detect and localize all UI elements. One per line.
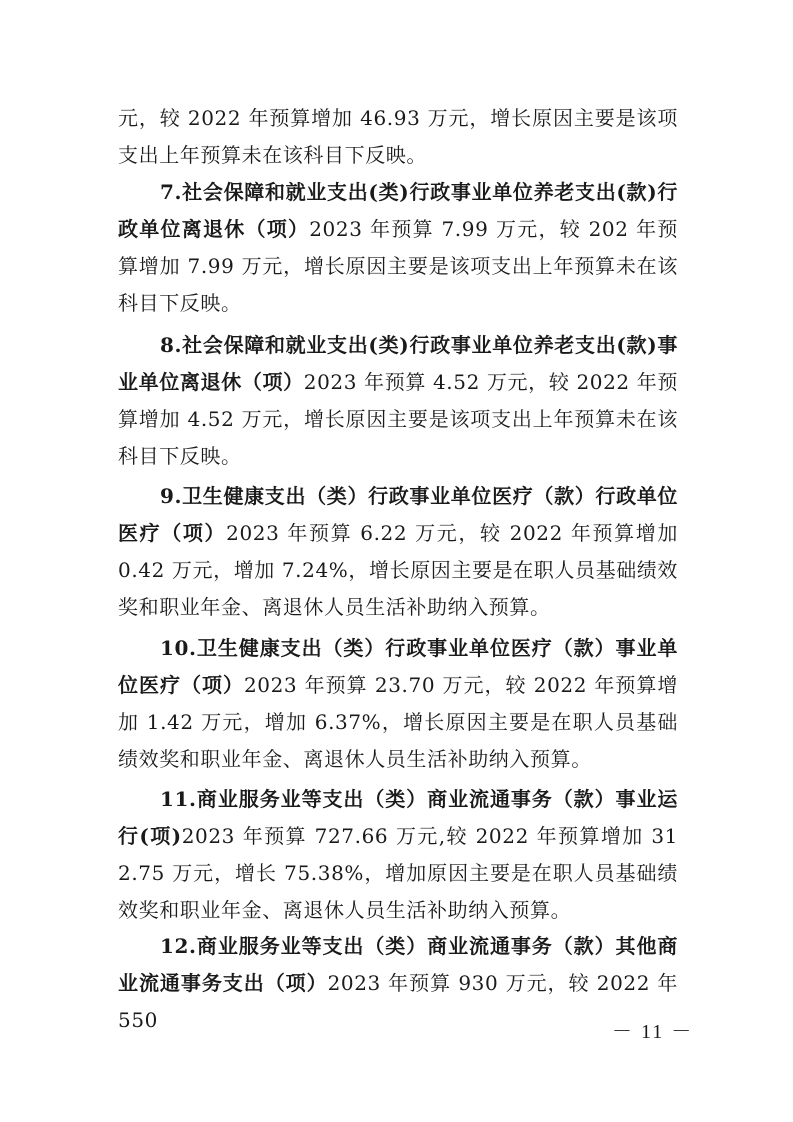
paragraph-text: 2023 年预算 6.22 万元，较 2022 年预算增加 0.42 万元，增加 7.24%，增长原因主要是在职人员基础绩效奖和职业年金、离退休人员生活补助纳入预算。 bbox=[118, 521, 679, 619]
paragraph-item-7 bbox=[118, 174, 678, 322]
paragraph-text: 元，较 2022 年预算增加 46.93 万元，增长原因主要是该项支出上年预算未在该科目下反映。 bbox=[118, 106, 678, 167]
paragraph-item-9 bbox=[118, 478, 678, 626]
paragraph-item-12 bbox=[118, 928, 678, 1039]
paragraph-heading: 11.商业服务业等支出（类）商业流通事务（款）事业运行(项) bbox=[118, 787, 678, 848]
paragraph-item-10 bbox=[118, 630, 678, 778]
paragraph-heading: 12.商业服务业等支出（类）商业流通事务（款）其他商业流通事务支出（项） bbox=[118, 934, 678, 995]
paragraph-item-8 bbox=[118, 327, 678, 475]
paragraph-heading: 9.卫生健康支出（类）行政事业单位医疗（款）行政单位医疗（项） bbox=[118, 484, 678, 545]
paragraph-text: 2023 年预算 7.99 万元，较 202 年预算增加 7.99 万元，增长原因主要是该项支出上年预算未在该科目下反映。 bbox=[118, 217, 679, 315]
paragraph-heading: 7.社会保障和就业支出(类)行政事业单位养老支出(款)行政单位离退休（项） bbox=[118, 180, 678, 241]
paragraph-text: 2023 年预算 23.70 万元，较 2022 年预算增加 1.42 万元，增加 6.37%，增长原因主要是在职人员基础绩效奖和职业年金、离退休人员生活补助纳入预算。 bbox=[118, 673, 678, 771]
paragraph-text: 2023 年预算 4.52 万元，较 2022 年预算增加 4.52 万元，增长原因主要是该项支出上年预算未在该科目下反映。 bbox=[118, 370, 678, 468]
paragraph-text: 2023 年预算 727.66 万元,较 2022 年预算增加 312.75 万元，增长 75.38%，增加原因主要是在职人员基础绩效奖和职业年金、离退休人员生活补助纳入预算。 bbox=[118, 824, 678, 922]
paragraph-continuation bbox=[118, 100, 678, 174]
paragraph-heading: 10.卫生健康支出（类）行政事业单位医疗（款）事业单位医疗（项） bbox=[118, 636, 678, 697]
page-number: － 11 － bbox=[612, 1021, 694, 1043]
paragraph-heading: 8.社会保障和就业支出(类)行政事业单位养老支出(款)事业单位离退休（项） bbox=[118, 333, 678, 394]
paragraph-item-11 bbox=[118, 781, 678, 929]
paragraph-text: 2023 年预算 930 万元，较 2022 年 550 bbox=[118, 971, 678, 1032]
